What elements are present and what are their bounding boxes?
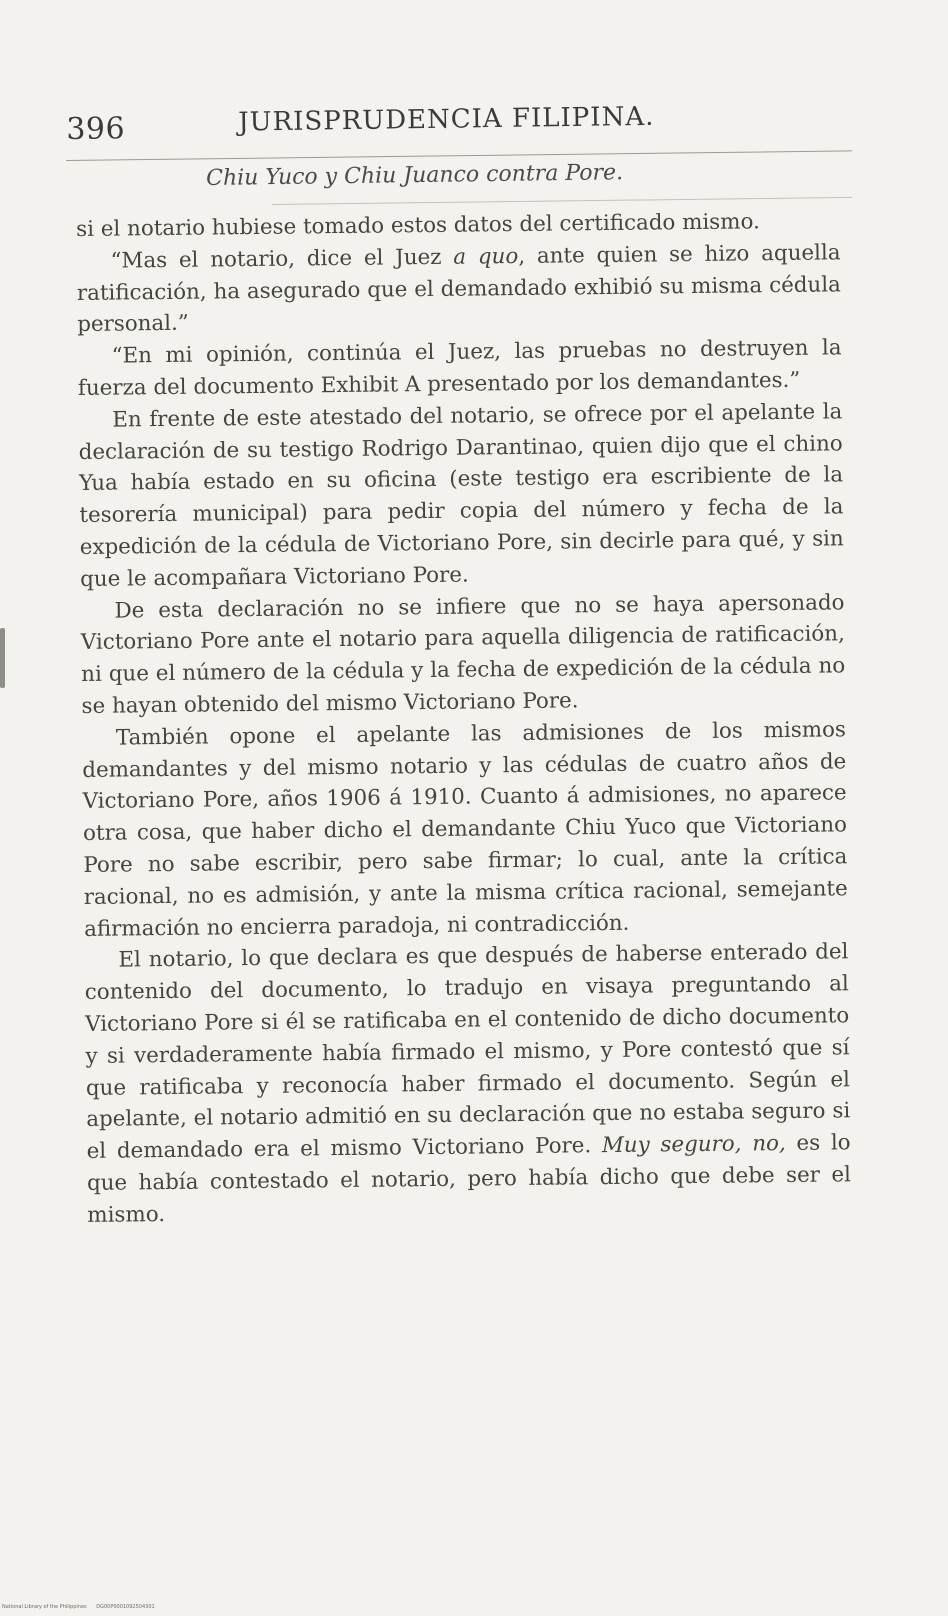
paragraph-2-text-a: “Mas el notario, dice el Juez (110, 244, 454, 274)
paragraph-4: En frente de este atestado del notario, se ofrece por el apelante la declaración de su testigo Rodrigo Darantinao, quien dijo que el chino Yua había estado en su oficina (este testigo era escribiente de la tesorería municipal) para pedir copia del número y fecha de la expedición de la cédula de Victoriano Pore, sin decirle para qué, y sin que le acompañara Victoriano Pore. (78, 399, 844, 592)
footer-code: DG00P0001092504301 (96, 1604, 155, 1610)
paragraph-6: También opone el apelante las admisiones de los mismos demandantes y del mismo notario y las cédulas de cuatro años de Victoriano Pore, años 1906 á 1910. Cuanto á admisiones, no aparece otra cosa, que haber dicho el demandante Chiu Yuco que Victoriano Pore no sabe escribir, pero sabe firmar; lo cual, ante la crítica racional, no es admisión, y ante la misma crítica racional, semejante afirmación no encierra paradoja, ni contradicción. (82, 717, 848, 942)
paragraph-7-text-a: El notario, lo que declara es que después de haberse enterado del contenido del documento, lo tradujo en visaya preguntando al Victoriano Pore si él se ratificaba en el contenido de dicho documento y si verdaderamente había firmado el mismo, y Pore contestó que sí que ratificaba y reconocía haber firmado el documento. Según el apelante, el notario admitió en su declaración que no estaba seguro si el demandado era el mismo Victoriano Pore. (84, 939, 851, 1165)
running-head (66, 95, 857, 150)
paragraph-2-text-c: , ante quien se hizo aquella ratificación, ha asegurado que el demandado exhibió su misma cédula personal.” (76, 240, 841, 338)
footer-credit (2, 1604, 163, 1610)
paragraph-7-italic: Muy seguro, no, (601, 1131, 786, 1159)
paragraph-7 (84, 937, 851, 1232)
body-text (76, 205, 851, 1231)
paragraph-7-text-c: es lo que había contestado el notario, pero había dicho que debe ser el mismo. (86, 1130, 852, 1228)
case-title-rule (272, 197, 852, 205)
footer-library: National Library of the Philippines (2, 1604, 87, 1610)
paragraph-1: si el notario hubiese tomado estos datos del certificado mismo. (76, 209, 760, 242)
header-rule (66, 150, 852, 161)
case-title: Chiu Yuco y Chiu Juanco contra Pore. (206, 160, 624, 191)
page-number: 396 (66, 111, 126, 147)
paragraph-3: “En mi opinión, continúa el Juez, las pruebas no destruyen la fuerza del documento Exhibit A presentado por los demandantes.” (77, 335, 842, 401)
journal-title: JURISPRUDENCIA FILIPINA. (238, 101, 655, 138)
paragraph-2-italic: a quo (453, 243, 519, 270)
scan-edge-mark (0, 628, 5, 688)
paragraph-2 (76, 237, 841, 341)
paragraph-5: De esta declaración no se infiere que no se haya apersonado Victoriano Pore ante el notario para aquella diligencia de ratificación, ni que el número de la cédula y la fecha de expedición de la cédula no se hayan obtenido del mismo Victoriano Pore. (80, 589, 846, 719)
